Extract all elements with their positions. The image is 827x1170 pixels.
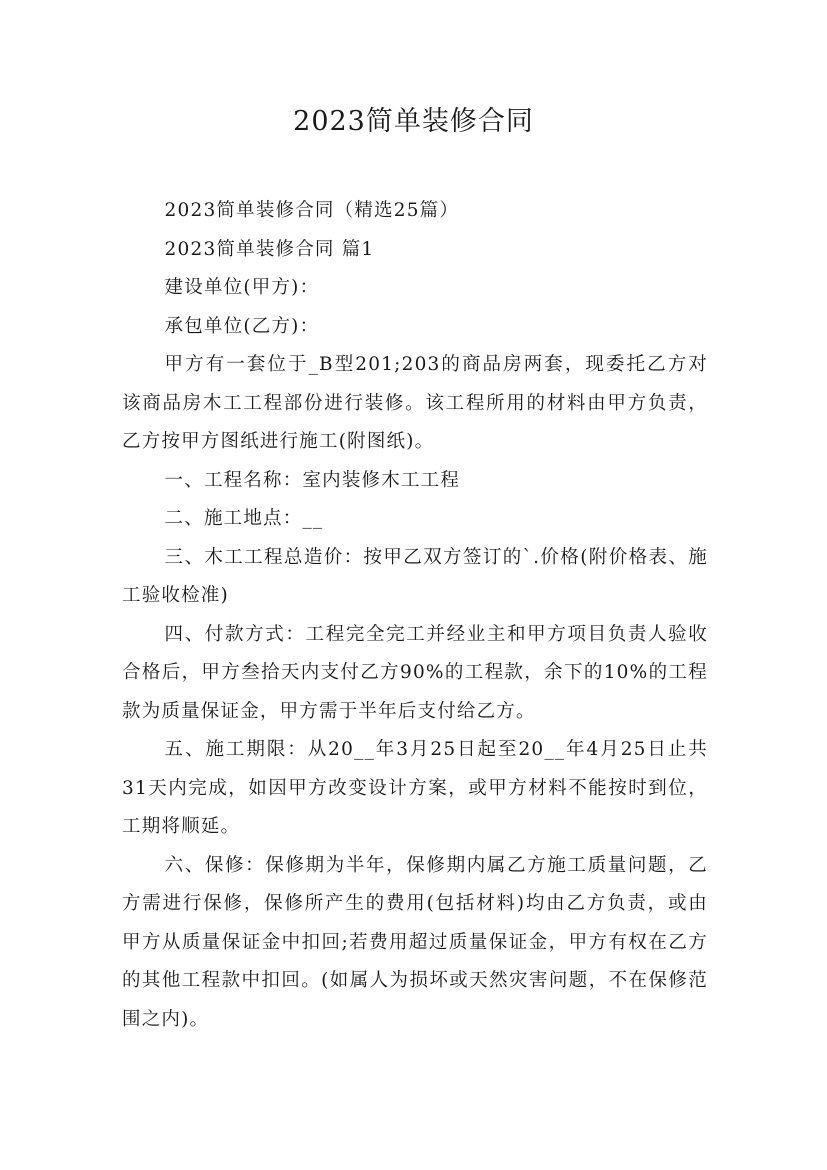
paragraph-party-b: 承包单位(乙方)：	[164, 315, 320, 337]
paragraph-subtitle: 2023简单装修合同（精选25篇）	[164, 200, 460, 221]
document-title: 2023简单装修合同	[293, 106, 534, 137]
paragraph-schedule: 五、施工期限：从20__年3月25日起至20__年4月25日止共31天内完成，如因甲方改变设计方案，或甲方材料不能按时到位，工期将顺延。	[122, 739, 708, 837]
paragraph-party-a: 建设单位(甲方)：	[164, 277, 320, 298]
paragraph-project-name: 一、工程名称：室内装修木工工程	[164, 469, 461, 491]
document-body	[122, 192, 708, 1039]
paragraph-total-price: 三、木工工程总造价：按甲乙双方签订的`.价格(附价格表、施工验收检准)	[122, 546, 708, 606]
paragraph-intro: 甲方有一套位于_B型201;203的商品房两套，现委托乙方对该商品房木工工程部份进行装修。该工程所用的材料由甲方负责，乙方按甲方图纸进行施工(附图纸)。	[122, 354, 708, 452]
paragraph-location: 二、施工地点：__	[164, 508, 324, 529]
paragraph-section-heading: 2023简单装修合同 篇1	[164, 238, 375, 260]
paragraph-payment: 四、付款方式：工程完全完工并经业主和甲方项目负责人验收合格后，甲方叁拾天内支付乙方90%的工程款，余下的10%的工程款为质量保证金，甲方需于半年后支付给乙方。	[122, 623, 708, 722]
paragraph-warranty: 六、保修：保修期为半年，保修期内属乙方施工质量问题，乙方需进行保修，保修所产生的费用(包括材料)均由乙方负责，或由甲方从质量保证金中扣回;若费用超过质量保证金，甲方有权在乙方的其他工程款中扣回。(如属人为损坏或天然灾害问题，不在保修范围之内)。	[122, 854, 708, 1030]
